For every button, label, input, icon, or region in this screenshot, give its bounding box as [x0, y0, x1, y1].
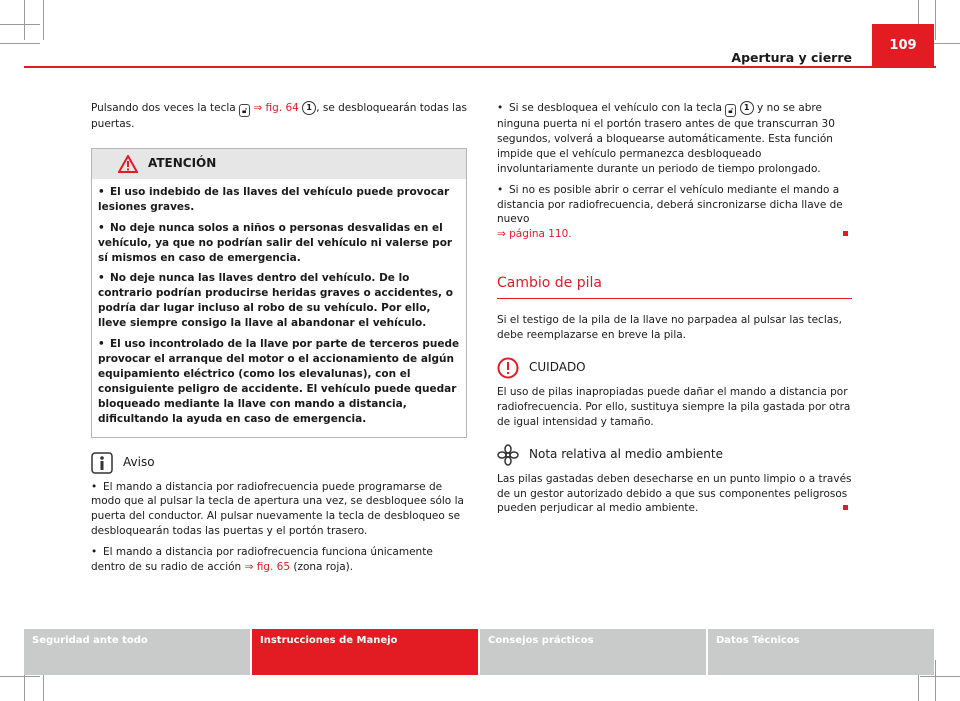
caution-exclamation-icon — [497, 357, 519, 379]
warning-item: • No deje nunca las llaves dentro del vehículo. De lo contrario podrían producirse heridas graves o accidentes, o podría dar lugar incluso al robo de su vehículo. Por ello, lleve siempre consigo la llave al abandonar el vehículo. — [98, 272, 453, 330]
right-bullet: • Si se desbloquea el vehículo con la tecla 🔓︎ 1 y no se abre ninguna puerta ni el portón trasero antes de que transcurran 30 segundos, volverá a bloquearse automáticamente. Esta función impide que el vehículo permanezca desbloqueado involuntariamente durante un periodo de tiempo prolongado. — [497, 102, 835, 175]
header-rule — [24, 66, 936, 68]
warning-title: ATENCIÓN — [148, 156, 217, 171]
footer-tab-datos[interactable]: Datos Técnicos — [708, 629, 934, 675]
crop-mark — [24, 0, 25, 40]
fig-65-link[interactable]: ⇒ fig. 65 — [244, 561, 291, 574]
unlock-key-icon: 🔓︎ — [725, 104, 736, 117]
warning-item: • El uso indebido de las llaves del vehículo puede provocar lesiones graves. — [98, 185, 450, 213]
aviso-title: Aviso — [123, 454, 155, 469]
callout-number: 1 — [302, 101, 316, 115]
aviso-item: • El mando a distancia por radiofrecuencia puede programarse de modo que al pulsar la tecla de apertura una vez, se desbloquee sólo la puerta del conductor. Al pulsar nuevamente la tecla de desbloqueo se desbloquearán todas las puertas y el portón trasero. — [91, 480, 464, 538]
footer-nav — [24, 629, 934, 675]
cuidado-header — [497, 357, 852, 379]
crop-mark — [0, 43, 40, 44]
crop-mark — [43, 0, 44, 40]
cuidado-text: El uso de pilas inapropiadas puede dañar el mando a distancia por radiofrecuencia. Por ello, sustituya siempre la pila gastada por otra de igual intensidad y tamaño. — [497, 385, 851, 428]
environment-text: Las pilas gastadas deben desecharse en un punto limpio o a través de un gestor autorizado debido a que sus componentes peligrosos pueden perjudicar al medio ambiente. — [497, 472, 852, 515]
fig-64-link[interactable]: ⇒ fig. 64 — [253, 102, 299, 114]
unlock-key-icon: 🔓︎ — [239, 104, 250, 117]
end-marker — [843, 505, 848, 510]
environment-title: Nota relativa al medio ambiente — [529, 447, 723, 462]
environment-header — [497, 444, 852, 466]
crop-mark — [0, 676, 40, 677]
footer-tab-instrucciones[interactable]: Instrucciones de Manejo — [252, 629, 480, 675]
info-note-icon — [91, 452, 113, 474]
crop-mark — [935, 0, 936, 40]
cuidado-title: CUIDADO — [529, 360, 586, 375]
intro-paragraph: Pulsando dos veces la tecla 🔓︎ ⇒ fig. 64 1 , se desbloquearán todas las puertas. — [91, 102, 467, 130]
page-number: 109 — [872, 24, 934, 68]
left-column — [91, 101, 467, 581]
right-bullet: • Si no es posible abrir o cerrar el vehículo mediante el mando a distancia por radiofrecuencia, deberá sincronizarse dicha llave de nuevo ⇒ página 110. — [497, 183, 852, 243]
footer-tab-seguridad[interactable]: Seguridad ante todo — [24, 629, 252, 675]
section-intro: Si el testigo de la pila de la llave no parpadea al pulsar las teclas, debe reemplazarse en breve la pila. — [497, 314, 842, 342]
crop-mark — [935, 660, 936, 701]
footer-tab-consejos[interactable]: Consejos prácticos — [480, 629, 708, 675]
end-marker — [843, 231, 848, 236]
crop-mark — [920, 676, 960, 677]
header-title: Apertura y cierre — [731, 50, 852, 65]
environment-flower-icon — [497, 444, 519, 466]
warning-item: • No deje nunca solos a niños o personas desvalidas en el vehículo, ya que no podrían salir del vehículo ni valerse por sí mismos en caso de emergencia. — [98, 221, 453, 264]
aviso-header — [91, 452, 467, 474]
warning-triangle-icon — [118, 155, 138, 173]
callout-number: 1 — [740, 101, 754, 115]
aviso-item: • El mando a distancia por radiofrecuencia funciona únicamente dentro de su radio de acción ⇒ fig. 65 (zona roja). — [91, 546, 433, 574]
right-column — [497, 101, 852, 522]
warning-item: • El uso incontrolado de la llave por parte de terceros puede provocar el arranque del motor o el accionamiento de algún equipamiento eléctrico (como los elevalunas), con el consiguiente peligro de accidente. El vehículo puede quedar bloqueado mediante la llave con mando a distancia, dificultando la ayuda en caso de emergencia. — [98, 338, 460, 425]
warning-box — [91, 148, 467, 438]
warning-body — [92, 179, 466, 437]
page-110-link[interactable]: ⇒ página 110. — [497, 228, 572, 241]
crop-mark — [0, 24, 40, 25]
warning-header — [92, 149, 466, 179]
section-title: Cambio de pila — [497, 274, 852, 299]
